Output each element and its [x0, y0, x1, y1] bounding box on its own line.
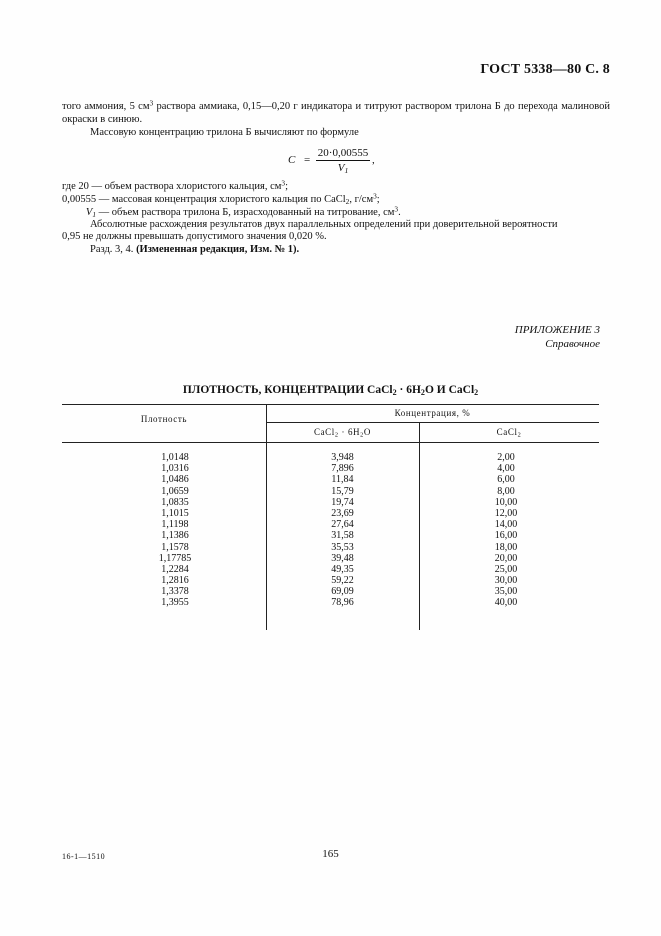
hex-c: O [363, 427, 371, 437]
formula-lhs: C [288, 154, 296, 166]
formula-comma: , [372, 154, 375, 166]
cell-anhydrous: 18,00 [494, 541, 518, 553]
d2-sub: 2 [345, 196, 350, 206]
definition-000555 [62, 193, 380, 206]
cell-anhydrous: 40,00 [494, 597, 518, 609]
p1-superscript: 3 [149, 98, 154, 108]
table-title [0, 384, 661, 396]
d3-sup: 3 [394, 204, 399, 214]
hex-a: CaCl [313, 427, 335, 437]
appendix-label [0, 323, 600, 351]
appendix-subtitle: Справочное [545, 338, 600, 350]
amendment-prefix: Разд. 3, 4. [90, 244, 137, 255]
table-title-a: ПЛОТНОСТЬ, КОНЦЕНТРАЦИИ CaCl [182, 384, 393, 396]
cell-density: 1,0835 [161, 496, 189, 508]
anh-s1: 2 [517, 431, 522, 439]
cell-density: 1,0486 [161, 474, 189, 486]
column-header-density: Плотность [140, 414, 188, 424]
formula-fraction [316, 147, 370, 174]
table-title-b: · 6H [396, 384, 421, 396]
cell-density: 1,1198 [161, 519, 189, 531]
table-row [62, 486, 599, 497]
cell-anhydrous: 14,00 [494, 519, 518, 531]
cell-density: 1,1015 [161, 507, 189, 519]
table-row [62, 508, 599, 519]
formula-denominator [316, 161, 370, 174]
cell-hexahydrate: 69,09 [331, 586, 354, 598]
table-title-sub3: 2 [474, 388, 479, 397]
cell-hexahydrate: 78,96 [331, 597, 354, 609]
cell-density: 1,0148 [161, 452, 189, 463]
d1-end: ; [285, 181, 289, 192]
amendment-bold: (Измененная редакция, Изм. № 1). [136, 244, 300, 255]
formula-denominator-sub: 1 [344, 165, 349, 175]
cell-hexahydrate: 39,48 [331, 552, 354, 564]
cell-anhydrous: 8,00 [497, 485, 515, 497]
d3-var: V [85, 207, 93, 218]
document-header: ГОСТ 5338—80 С. 8 [480, 62, 610, 77]
table-row [62, 542, 599, 553]
definition-20 [62, 180, 288, 193]
cell-anhydrous: 35,00 [494, 586, 518, 598]
p1-text-a: того аммония, 5 см [62, 101, 150, 112]
cell-hexahydrate: 27,64 [331, 519, 354, 531]
d2-end: ; [376, 194, 380, 205]
cell-density: 1,0316 [161, 463, 189, 475]
cell-density: 1,1386 [161, 530, 189, 542]
table-row [62, 564, 599, 575]
table-header-rule [62, 442, 599, 443]
cell-hexahydrate: 15,79 [331, 485, 354, 497]
d2-text: 0,00555 — массовая концентрация хлористого кальция по CaCl [62, 194, 346, 205]
hex-b: · 6H [338, 427, 361, 437]
formula-numerator: 20·0,00555 [317, 147, 369, 159]
p1-text-b: раствора аммиака, 0,15—0,20 г индикатора и титруют раствором трилона Б до перехода малиновой окраски в синюю. [62, 101, 610, 125]
table-row [62, 474, 599, 485]
hex-s2: 2 [360, 431, 364, 439]
table-title-sub2: 2 [420, 388, 425, 397]
page-number: 165 [322, 848, 339, 860]
cell-hexahydrate: 11,84 [331, 474, 354, 486]
column-header-hexahydrate [266, 427, 419, 437]
cell-anhydrous: 30,00 [494, 575, 518, 587]
table-body [62, 452, 599, 609]
hex-s1: 2 [334, 431, 339, 439]
table-row [62, 530, 599, 541]
table-row [62, 463, 599, 474]
formula-denominator-var: V [337, 162, 345, 174]
cell-density: 1,2284 [161, 563, 189, 575]
cell-anhydrous: 4,00 [497, 463, 515, 475]
cell-hexahydrate: 19,74 [331, 496, 354, 508]
amendment-note [90, 243, 299, 256]
table-title-sub1: 2 [392, 388, 397, 397]
table-row [62, 597, 599, 608]
d3-end: . [398, 207, 401, 218]
cell-density: 1,2816 [161, 575, 189, 587]
d1-sup: 3 [281, 178, 286, 188]
formula-equals: = [304, 154, 311, 166]
cell-anhydrous: 20,00 [494, 552, 518, 564]
d3-text: — объем раствора трилона Б, израсходованный на титрование, см [96, 207, 395, 218]
cell-hexahydrate: 7,896 [331, 463, 354, 475]
table-row [62, 575, 599, 586]
cell-density: 1,17785 [158, 552, 192, 564]
d2-sup: 3 [373, 191, 377, 201]
paragraph-tolerance-line1: Абсолютные расхождения результатов двух параллельных определений при доверительной вероятности [90, 219, 558, 230]
cell-hexahydrate: 23,69 [331, 507, 354, 519]
paragraph-tolerance-line2: 0,95 не должны превышать допустимого значения 0,020 %. [62, 231, 327, 242]
column-header-anhydrous [419, 427, 599, 437]
cell-anhydrous: 25,00 [494, 563, 518, 575]
cell-density: 1,0659 [161, 485, 189, 497]
table-row [62, 586, 599, 597]
cell-anhydrous: 2,00 [497, 452, 515, 463]
anh-a: CaCl [496, 427, 518, 437]
paragraph-continuation [62, 100, 610, 126]
table-row [62, 497, 599, 508]
d2-text-b: , г/см [349, 194, 374, 205]
print-code: 16-1—1510 [62, 852, 106, 861]
table-subheader-rule [266, 422, 599, 423]
cell-anhydrous: 16,00 [494, 530, 518, 542]
d3-sub: 1 [92, 209, 96, 219]
cell-density: 1,3955 [161, 597, 189, 609]
column-header-concentration: Концентрация, % [394, 408, 471, 418]
table-row [62, 452, 599, 463]
table-row [62, 553, 599, 564]
appendix-title: ПРИЛОЖЕНИЕ 3 [514, 324, 600, 336]
cell-hexahydrate: 49,35 [331, 563, 354, 575]
cell-anhydrous: 12,00 [494, 507, 518, 519]
cell-hexahydrate: 31,58 [331, 530, 354, 542]
cell-anhydrous: 6,00 [497, 474, 515, 486]
d1-text: где 20 — объем раствора хлористого кальция, см [62, 181, 282, 192]
table-row [62, 519, 599, 530]
cell-hexahydrate: 3,948 [331, 452, 354, 463]
cell-hexahydrate: 59,22 [331, 575, 354, 587]
table-top-rule [62, 404, 599, 405]
cell-density: 1,3378 [161, 586, 189, 598]
cell-density: 1,1578 [161, 541, 189, 553]
cell-anhydrous: 10,00 [494, 496, 518, 508]
cell-hexahydrate: 35,53 [331, 541, 354, 553]
paragraph-formula-intro: Массовую концентрацию трилона Б вычисляют по формуле [90, 127, 359, 138]
table-title-c: O И CaCl [424, 384, 475, 396]
